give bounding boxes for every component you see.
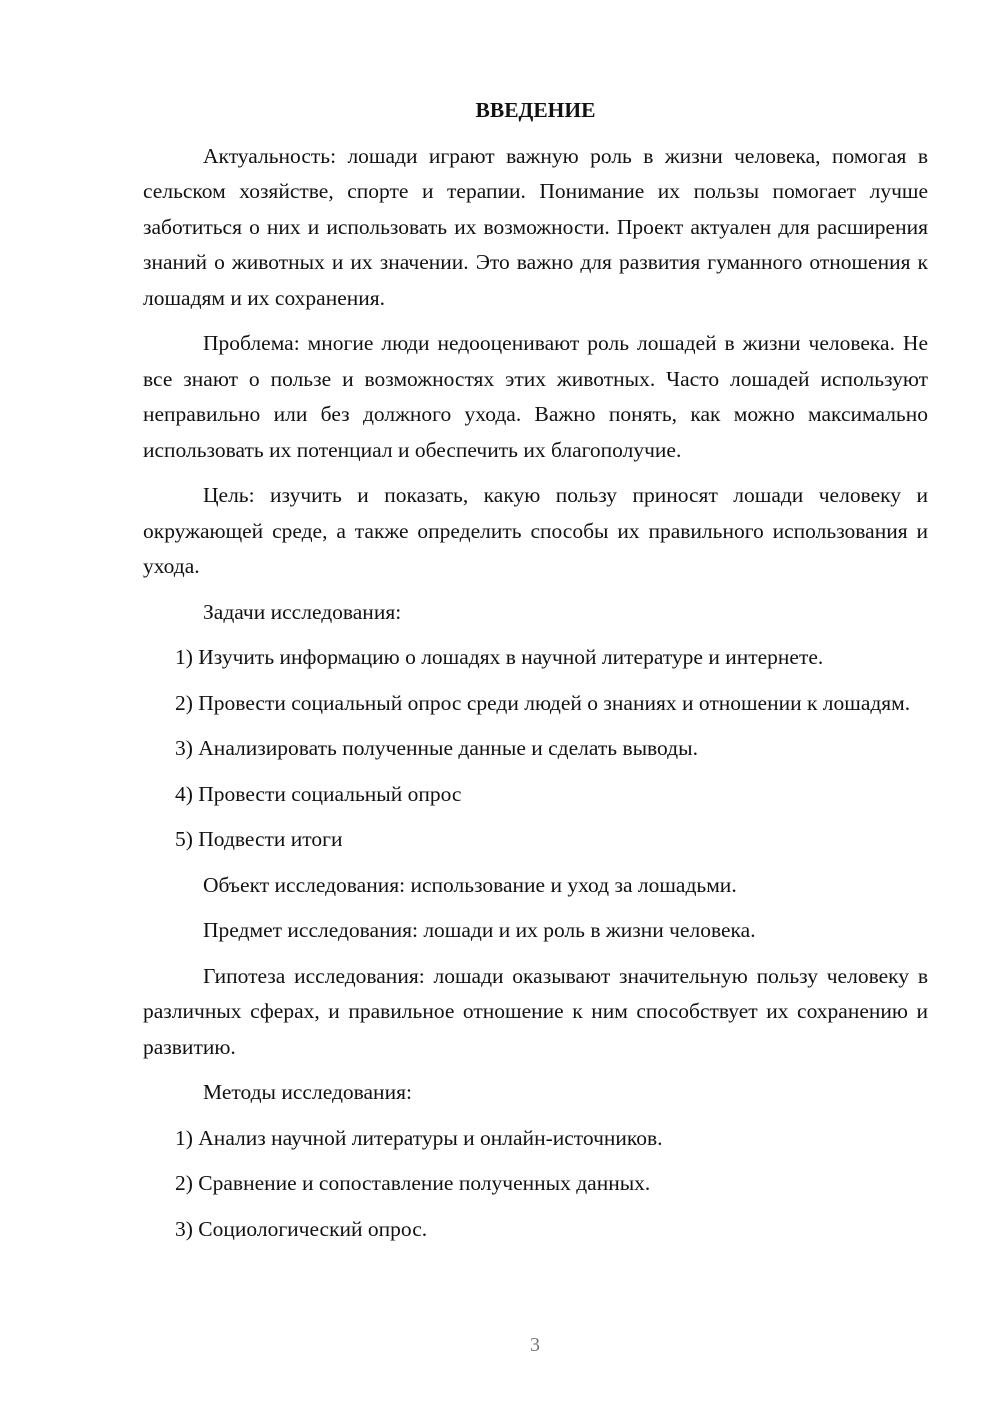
- method-item: 2) Сравнение и сопоставление полученных данных.: [175, 1171, 651, 1195]
- page-number: 3: [530, 1334, 540, 1356]
- task-item: 5) Подвести итоги: [175, 827, 343, 851]
- method-item: 1) Анализ научной литературы и онлайн-источников.: [175, 1125, 663, 1150]
- tasks-heading: Задачи исследования:: [203, 599, 402, 624]
- document-body: [143, 93, 928, 1257]
- method-item: 3) Социологический опрос.: [175, 1216, 428, 1241]
- task-item: 1) Изучить информацию о лошадях в научной литературе и интернете.: [175, 645, 824, 669]
- task-item: 3) Анализировать полученные данные и сделать выводы.: [175, 736, 698, 760]
- object-paragraph: Объект исследования: использование и уход за лошадьми.: [203, 872, 737, 897]
- hypothesis-paragraph: Гипотеза исследования: лошади оказывают значительную пользу человеку в различных сферах, и правильное отношение к ним способствует их сохранению и развитию.: [143, 963, 928, 1059]
- task-item: 2) Провести социальный опрос среди людей о знаниях и отношении к лошадям.: [175, 690, 911, 715]
- relevance-paragraph: Актуальность: лошади играют важную роль в жизни человека, помогая в сельском хозяйстве, спорте и терапии. Понимание их пользы помогает лучше заботиться о них и использовать их возможности. Проект актуален для расширения знаний о животных и их значении. Это важно для развития гуманного отношения к лошадям и их сохранения.: [143, 143, 928, 310]
- page-title: ВВЕДЕНИЕ: [475, 98, 596, 122]
- methods-heading: Методы исследования:: [203, 1080, 412, 1104]
- task-item: 4) Провести социальный опрос: [175, 781, 462, 806]
- problem-paragraph: Проблема: многие люди недооценивают роль лошадей в жизни человека. Не все знают о пользе и возможностях этих животных. Часто лошадей используют неправильно или без должного ухода. Важно понять, как можно максимально использовать их потенциал и обеспечить их благополучие.: [143, 331, 928, 462]
- goal-paragraph: Цель: изучить и показать, какую пользу приносят лошади человеку и окружающей среде, а также определить способы их правильного использования и ухода.: [143, 483, 928, 578]
- subject-paragraph: Предмет исследования: лошади и их роль в жизни человека.: [203, 918, 756, 942]
